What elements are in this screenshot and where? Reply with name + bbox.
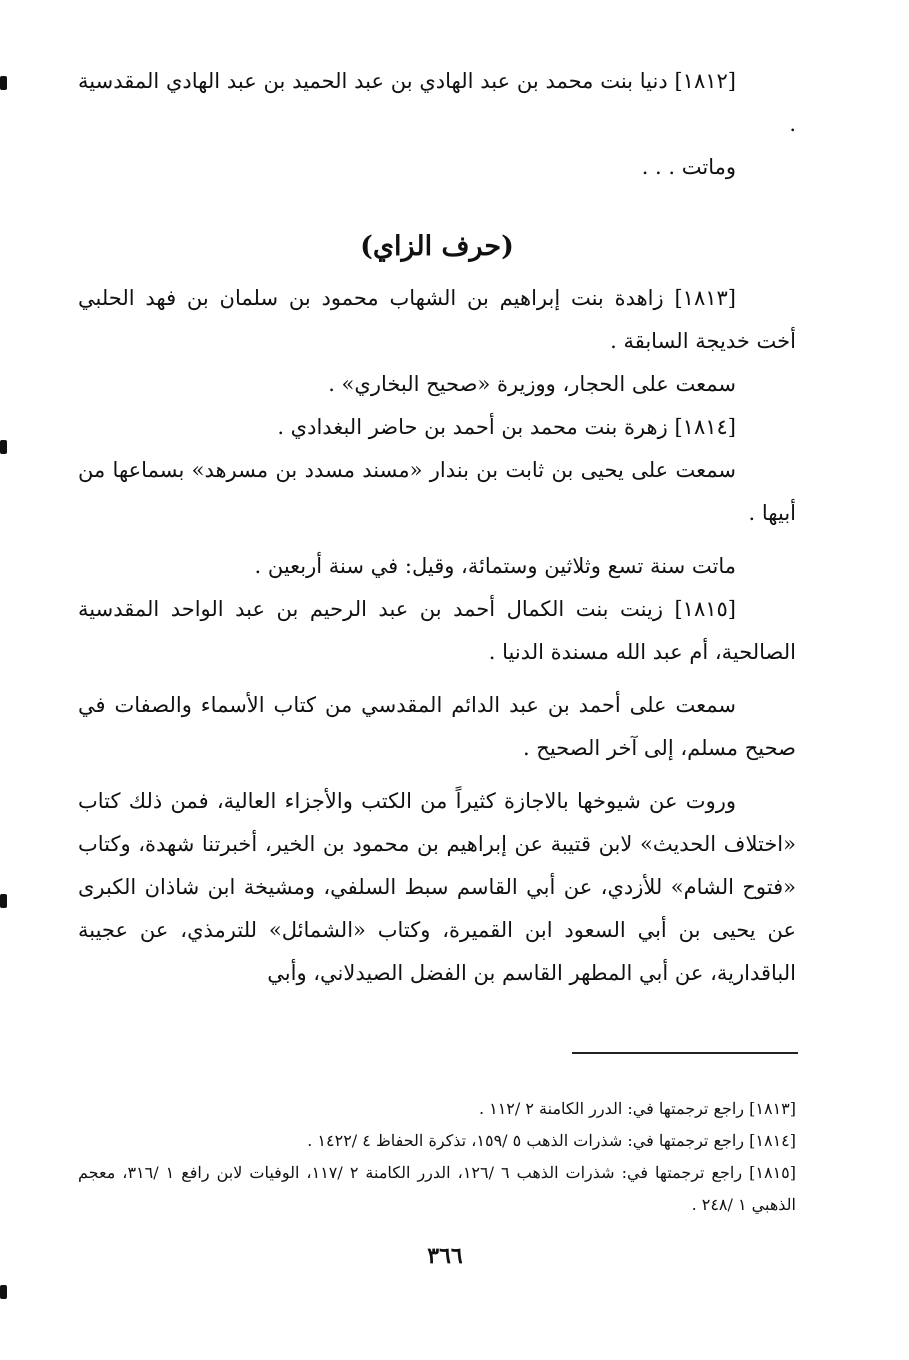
entry-ref: [١٨١٤] xyxy=(674,415,736,439)
footnote-ref: [١٨١٥] xyxy=(749,1163,797,1182)
entry-ref: [١٨١٣] xyxy=(674,286,736,310)
entry-1814-note-1 xyxy=(78,449,796,535)
entry-text: سمعت على أحمد بن عبد الدائم المقدسي من كتاب الأسماء والصفات في صحيح مسلم، إلى آخر الصحيح . xyxy=(78,693,796,760)
entry-text: زينت بنت الكمال أحمد بن عبد الرحيم بن عبد الواحد المقدسية الصالحية، أم عبد الله مسندة الدنيا . xyxy=(78,597,796,664)
entry-1815-note-1 xyxy=(78,684,796,770)
entry-ref: [١٨١٢] xyxy=(674,69,736,93)
entry-text: وماتت . . . xyxy=(641,155,736,179)
entry-1812-note xyxy=(78,146,796,189)
footnote-divider xyxy=(572,1052,798,1054)
scan-mark xyxy=(0,894,7,908)
footnote-ref: [١٨١٤] xyxy=(749,1131,796,1150)
entry-text: زهرة بنت محمد بن أحمد بن حاضر البغدادي . xyxy=(277,415,668,439)
entry-1813 xyxy=(78,277,796,363)
footnotes xyxy=(78,1093,796,1221)
footnote-1813 xyxy=(78,1093,796,1125)
footnote-text: راجع ترجمتها في: الدرر الكامنة ٢ /١١٢ . xyxy=(478,1099,745,1118)
entry-text: ماتت سنة تسع وثلاثين وستمائة، وقيل: في سنة أربعين . xyxy=(254,554,736,578)
entry-text: وروت عن شيوخها بالاجازة كثيراً من الكتب والأجزاء العالية، فمن ذلك كتاب «اختلاف الحديث» لابن قتيبة عن إبراهيم بن محمود بن الخير، أخبرتنا شهدة، وكتاب «فتوح الشام» للأزدي، عن أبي القاسم سبط السلفي، ومشيخة ابن شاذان الكبرى عن يحيى بن أبي السعود ابن القميرة، وكتاب «الشمائل» للترمذي، عن عجيبة الباقدارية، عن أبي المطهر القاسم بن الفضل الصيدلاني، وأبي xyxy=(78,789,796,985)
footnote-1814 xyxy=(78,1125,796,1157)
entry-text: زاهدة بنت إبراهيم بن الشهاب محمود بن سلمان بن فهد الحلبي أخت خديجة السابقة . xyxy=(78,286,796,353)
scan-mark xyxy=(0,440,7,454)
footnote-ref: [١٨١٣] xyxy=(749,1099,796,1118)
entry-1815-note-2 xyxy=(78,780,796,995)
main-text xyxy=(78,60,796,995)
entry-1814 xyxy=(78,406,796,449)
entry-1814-note-2 xyxy=(78,545,796,588)
scan-mark xyxy=(0,76,7,90)
entry-1815 xyxy=(78,588,796,674)
page-number: ٣٦٦ xyxy=(427,1243,463,1269)
scan-mark xyxy=(0,1285,7,1299)
footnote-text: راجع ترجمتها في: شذرات الذهب ٥ /١٥٩، تذكرة الحفاظ ٤ /١٤٢٢ . xyxy=(307,1131,745,1150)
entry-1813-note xyxy=(78,363,796,406)
section-heading: (حرف الزاي) xyxy=(360,231,514,262)
entry-text: دنيا بنت محمد بن عبد الهادي بن عبد الحميد بن عبد الهادي المقدسية . xyxy=(78,69,796,136)
entry-1812 xyxy=(78,60,796,146)
footnote-text: راجع ترجمتها في: شذرات الذهب ٦ /١٢٦، الدرر الكامنة ٢ /١١٧، الوفيات لابن رافع ١ /٣١٦، معجم الذهبي ١ /٢٤٨ . xyxy=(78,1163,796,1214)
entry-text: سمعت على الحجار، ووزيرة «صحيح البخاري» . xyxy=(328,372,736,396)
entry-text: سمعت على يحيى بن ثابت بن بندار «مسند مسدد بن مسرهد» بسماعها من أبيها . xyxy=(78,458,796,525)
entry-ref: [١٨١٥] xyxy=(674,597,736,621)
footnote-1815 xyxy=(78,1157,796,1221)
